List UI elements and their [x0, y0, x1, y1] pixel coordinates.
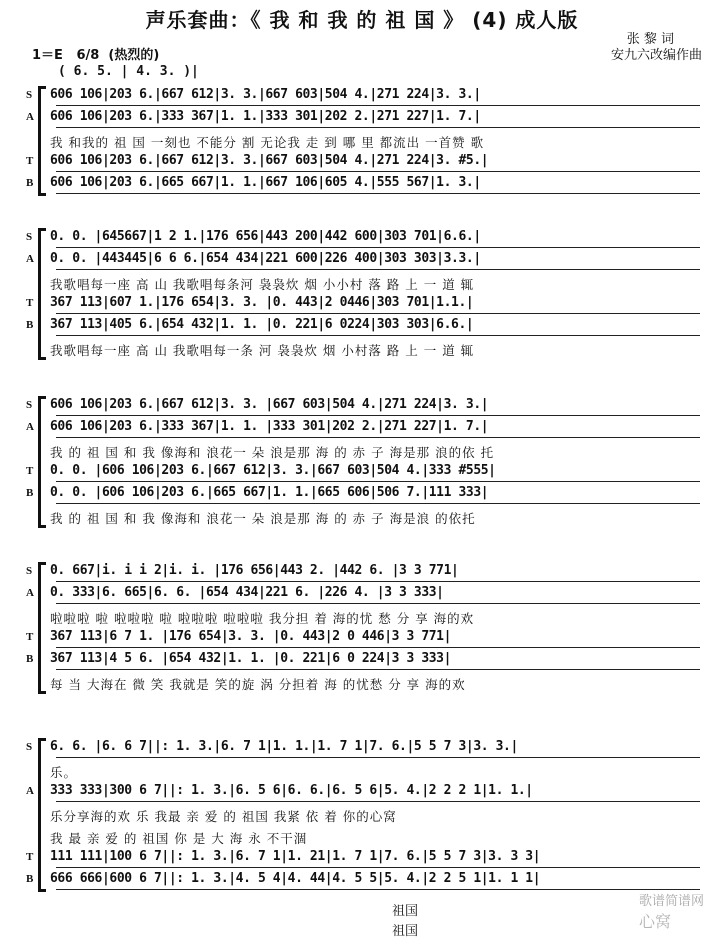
- page-title: 声乐套曲：《 我 和 我 的 祖 国 》 (4) 成人版: [145, 8, 579, 32]
- voice-row: [26, 108, 710, 130]
- voice-label: T: [26, 155, 34, 167]
- voice-label: B: [26, 177, 34, 189]
- notation-line: 367 113|6 7 1. |176 654|3. 3. |0. 443|2 0 446|3 3 771|: [50, 629, 452, 644]
- voice-label: B: [26, 873, 34, 885]
- beam-line: [56, 193, 700, 194]
- beam-line: [56, 867, 700, 868]
- voice-label: T: [26, 631, 34, 643]
- notation-line: 606 106|203 6.|333 367|1. 1. |333 301|202 2.|271 227|1. 7.|: [50, 419, 489, 434]
- voice-label: T: [26, 851, 34, 863]
- lyric-row: [26, 272, 710, 294]
- score-system: [26, 562, 710, 694]
- beam-line: [56, 437, 700, 438]
- notation-line: 606 106|203 6.|333 367|1. 1.|333 301|202 2.|271 227|1. 7.|: [50, 109, 481, 124]
- lyric-row: [26, 826, 710, 848]
- voice-row: [26, 462, 710, 484]
- voice-label: S: [26, 231, 33, 243]
- voice-label: A: [26, 111, 34, 123]
- beam-line: [56, 313, 700, 314]
- arranger-credit: 安九六改编作曲: [610, 48, 702, 63]
- voice-row: [26, 250, 710, 272]
- voice-label: A: [26, 587, 34, 599]
- voice-label: S: [26, 89, 33, 101]
- lyric-row: [26, 606, 710, 628]
- beam-line: [56, 415, 700, 416]
- notation-line: 0. 0. |606 106|203 6.|665 667|1. 1.|665 606|506 7.|111 333|: [50, 485, 489, 500]
- voice-label: T: [26, 465, 34, 477]
- notation-line: 0. 0. |443445|6 6 6.|654 434|221 600|226 400|303 303|3.3.|: [50, 251, 481, 266]
- key-signature: 1＝E 6/8 (热烈的): [32, 48, 160, 63]
- voice-row: [26, 628, 710, 650]
- voice-row: [26, 650, 710, 672]
- notation-line: 367 113|405 6.|654 432|1. 1. |0. 221|6 0224|303 303|6.6.|: [50, 317, 474, 332]
- lyric-row: [26, 338, 710, 360]
- voice-label: B: [26, 487, 34, 499]
- lyric-row: [26, 672, 710, 694]
- voice-row: [26, 174, 710, 196]
- score-system: [26, 228, 710, 360]
- voice-row: [26, 396, 710, 418]
- ending-lyric: 祖国: [392, 924, 419, 939]
- voice-label: T: [26, 297, 34, 309]
- notation-line: 367 113|607 1.|176 654|3. 3. |0. 443|2 0446|303 701|1.1.|: [50, 295, 474, 310]
- notation-line: 111 111|100 6 7||: 1. 3.|6. 7 1|1. 21|1. 7 1|7. 6.|5 5 7 3|3. 3 3|: [50, 849, 541, 864]
- notation-line: 0. 333|6. 665|6. 6. |654 434|221 6. |226 4. |3 3 333|: [50, 585, 444, 600]
- lyric-line: 乐分享海的欢 乐 我最 亲 爱 的 祖国 我紧 依 着 你的心窝: [50, 809, 397, 824]
- beam-line: [56, 669, 700, 670]
- voice-row: [26, 418, 710, 440]
- lyric-row: [26, 760, 710, 782]
- voice-row: [26, 484, 710, 506]
- notation-line: 0. 0. |645667|1 2 1.|176 656|443 200|442 600|303 701|6.6.|: [50, 229, 481, 244]
- notation-line: 0. 0. |606 106|203 6.|667 612|3. 3.|667 603|504 4.|333 #555|: [50, 463, 496, 478]
- beam-line: [56, 757, 700, 758]
- beam-line: [56, 171, 700, 172]
- voice-label: A: [26, 785, 34, 797]
- beam-line: [56, 481, 700, 482]
- voice-row: [26, 584, 710, 606]
- voice-row: [26, 228, 710, 250]
- ending-lyric: 祖国: [392, 904, 419, 919]
- voice-row: [26, 562, 710, 584]
- lyric-row: [26, 804, 710, 826]
- notation-line: 606 106|203 6.|667 612|3. 3.|667 603|504 4.|271 224|3. #5.|: [50, 153, 489, 168]
- score-system: [26, 738, 710, 892]
- beam-line: [56, 581, 700, 582]
- lyric-line: 乐。: [50, 765, 78, 780]
- beam-line: [56, 889, 700, 890]
- voice-label: B: [26, 319, 34, 331]
- lyric-line: 每 当 大海在 微 笑 我就是 笑的旋 涡 分担着 海 的忧愁 分 享 海的欢: [50, 677, 466, 692]
- beam-line: [56, 801, 700, 802]
- notation-line: 606 106|203 6.|667 612|3. 3.|667 603|504 4.|271 224|3. 3.|: [50, 87, 481, 102]
- lyricist-credit: 张 黎 词: [626, 32, 674, 47]
- beam-line: [56, 335, 700, 336]
- lyric-line: 我 和我的 祖 国 一刻也 不能分 割 无论我 走 到 哪 里 都流出 一首赞 歌: [50, 135, 485, 150]
- beam-line: [56, 603, 700, 604]
- voice-row: [26, 152, 710, 174]
- lyric-line: 我歌唱每一座 高 山 我歌唱每一条 河 袅袅炊 烟 小村落 路 上 一 道 辄: [50, 343, 475, 358]
- lyric-line: 我歌唱每一座 高 山 我歌唱每条河 袅袅炊 烟 小小村 落 路 上 一 道 辄: [50, 277, 475, 292]
- voice-label: A: [26, 253, 34, 265]
- voice-row: [26, 86, 710, 108]
- beam-line: [56, 127, 700, 128]
- lyric-line: 我 最 亲 爱 的 祖国 你 是 大 海 永 不干涸: [50, 831, 308, 846]
- lyric-line: 我 的 祖 国 和 我 像海和 浪花一 朵 浪是那 海 的 赤 子 海是浪 的依托: [50, 511, 476, 526]
- notation-line: 333 333|300 6 7||: 1. 3.|6. 5 6|6. 6.|6. 5 6|5. 4.|2 2 2 1|1. 1.|: [50, 783, 533, 798]
- notation-line: 606 106|203 6.|667 612|3. 3. |667 603|504 4.|271 224|3. 3.|: [50, 397, 489, 412]
- voice-label: B: [26, 653, 34, 665]
- notation-line: 0. 667|i. i i 2|i. i. |176 656|443 2. |442 6. |3 3 771|: [50, 563, 459, 578]
- beam-line: [56, 105, 700, 106]
- notation-line: 6. 6. |6. 6 7||: 1. 3.|6. 7 1|1. 1.|1. 7 1|7. 6.|5 5 7 3|3. 3.|: [50, 739, 518, 754]
- lyric-line: 我 的 祖 国 和 我 像海和 浪花一 朵 浪是那 海 的 赤 子 海是那 浪的依 托: [50, 445, 495, 460]
- voice-row: [26, 782, 710, 804]
- voice-row: [26, 294, 710, 316]
- score-system: [26, 396, 710, 528]
- voice-label: S: [26, 399, 33, 411]
- voice-row: [26, 738, 710, 760]
- voice-row: [26, 316, 710, 338]
- voice-row: [26, 870, 710, 892]
- lyric-line: 啦啦啦 啦 啦啦啦 啦 啦啦啦 啦啦啦 我分担 着 海的忧 愁 分 享 海的欢: [50, 611, 475, 626]
- beam-line: [56, 247, 700, 248]
- watermark-sign: 心窝: [638, 912, 671, 931]
- lyric-row: [26, 506, 710, 528]
- score-system: [26, 86, 710, 196]
- lyric-row: [26, 130, 710, 152]
- watermark: [631, 875, 704, 932]
- voice-label: S: [26, 741, 33, 753]
- lyric-row: [26, 440, 710, 462]
- voice-label: A: [26, 421, 34, 433]
- notation-line: 606 106|203 6.|665 667|1. 1.|667 106|605 4.|555 567|1. 3.|: [50, 175, 481, 190]
- notation-line: 666 666|600 6 7||: 1. 3.|4. 5 4|4. 44|4. 5 5|5. 4.|2 2 5 1|1. 1 1|: [50, 871, 541, 886]
- watermark-site: 歌谱简谱网: [638, 894, 704, 909]
- beam-line: [56, 269, 700, 270]
- beam-line: [56, 647, 700, 648]
- voice-label: S: [26, 565, 33, 577]
- beam-line: [56, 503, 700, 504]
- intro-notes: ( 6. 5. | 4. 3. )|: [58, 64, 199, 79]
- voice-row: [26, 848, 710, 870]
- notation-line: 367 113|4 5 6. |654 432|1. 1. |0. 221|6 0 224|3 3 333|: [50, 651, 452, 666]
